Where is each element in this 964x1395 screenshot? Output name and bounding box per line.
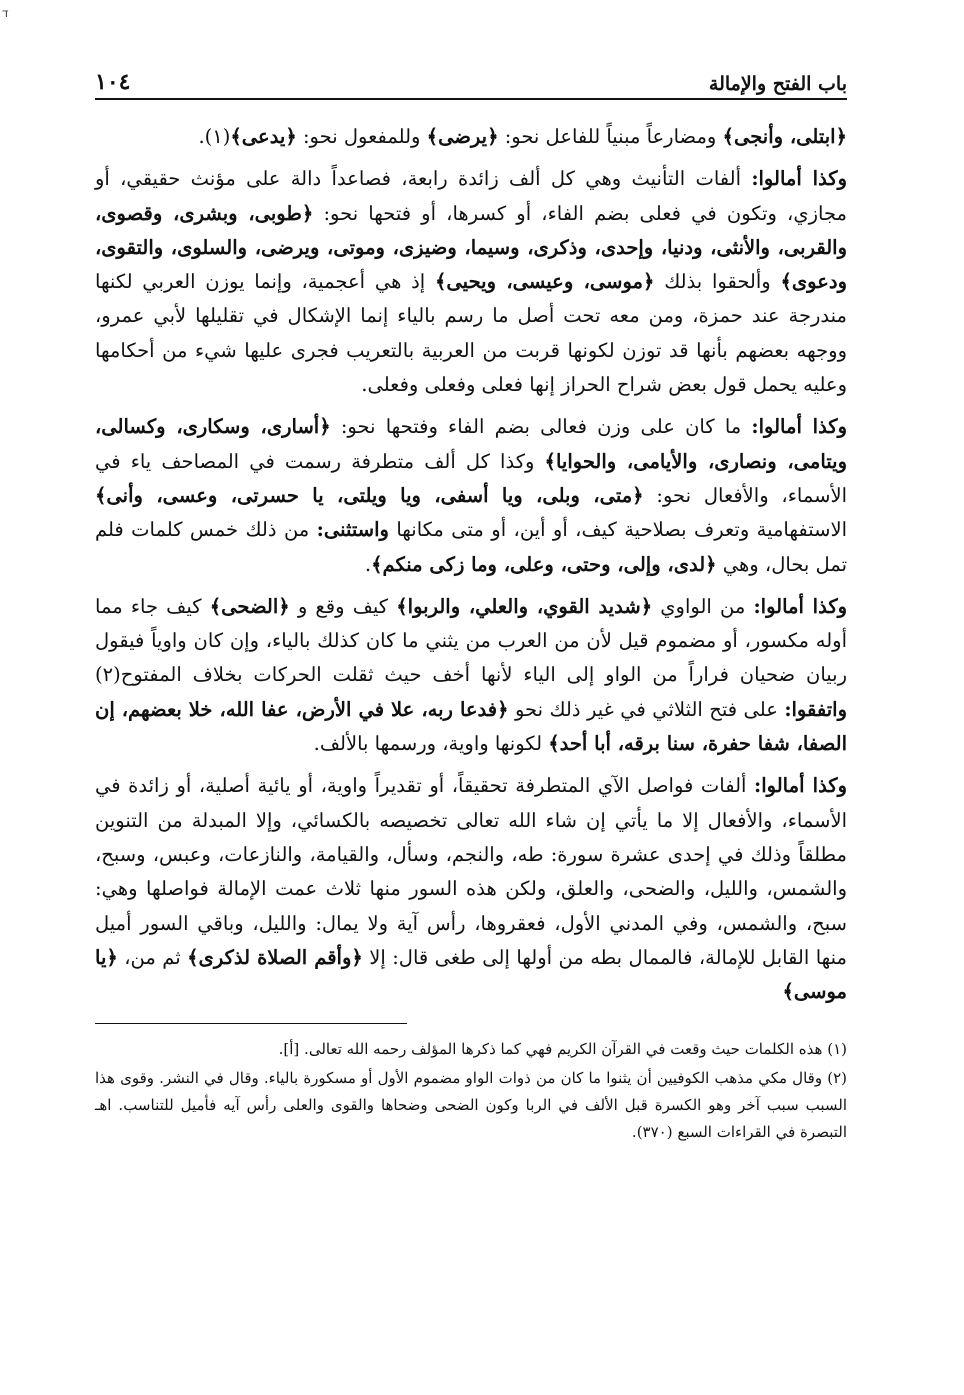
footnote-separator xyxy=(95,1023,407,1024)
text-segment: لكونها واوية، ورسمها بالألف. xyxy=(313,732,549,756)
bold-segment: ﴿فدعا ربه، علا في الأرض، عفا الله، خلا بعضهم، إن الصفا، شفا حفرة، سنا برقه، أبا أحد﴾ xyxy=(95,697,847,756)
bold-segment: ﴿الضحى﴾ xyxy=(209,594,290,618)
text-segment: ألفات التأنيث وهي كل ألف زائدة رابعة، فصاعداً دالة على مؤنث حقيقي، أو مجازي، وتكون في فعلى بضم الفاء، أو كسرها، أو فتحها نحو: xyxy=(95,167,847,225)
bold-segment: ﴿يدعى﴾ xyxy=(230,125,297,148)
text-segment: من الواوي xyxy=(652,594,754,618)
text-segment: ألفات فواصل الآي المتطرفة تحقيقاً، أو تقديراً واوية، أو يائية أصلية، أو زائدة في الأسماء، والأفعال إلا ما يأتي إن شاء الله تعالى تخصيصه بالكسائي، وإلا المبدلة من التنوين مطلقاً وذلك في إحدى عشرة سورة: طه، والنجم، وسأل، والقيامة، والنازعات، وعبس، وسبح، والشمس، والليل، والضحى، والعلق، ولكن هذه السور منها ثلاث عمت الإمالة فواصلها وهي: سبح، والشمس، وفي المدني الأول، فعقروها، رأس آية ولا يمال: والليل، وباقي السور أميل منها القابل للإمالة، فالممال بطه من أولها إلى طغى قال: إلا xyxy=(95,774,847,969)
text-segment: كيف وقع و xyxy=(289,594,397,618)
paragraph xyxy=(95,590,847,761)
bold-segment: ﴿أسارى، وسكارى، وكسالى، ويتامى، ونصارى، والأيامى، والحوايا﴾ xyxy=(95,415,847,473)
bold-segment: وكذا أمالوا: xyxy=(751,167,848,191)
text-segment: وكذا كل ألف متطرفة رسمت في المصاحف ياء في الأسماء، والأفعال نحو: xyxy=(95,449,847,507)
bold-segment: ﴿ابتلى، وأنجى﴾ xyxy=(722,125,847,148)
text-segment: من ذلك خمس كلمات فلم تمل بحال، وهي xyxy=(95,518,847,576)
text-segment: ومضارعاً مبنياً للفاعل نحو: xyxy=(498,125,723,148)
scan-corner-mark: ד xyxy=(2,6,9,20)
bold-segment: وكذا أمالوا: xyxy=(754,774,848,798)
page-header xyxy=(95,62,847,100)
bold-segment: وكذا أمالوا: xyxy=(751,415,848,439)
footnote: (١) هذه الكلمات حيث وقعت في القرآن الكريم فهي كما ذكرها المؤلف رحمه الله تعالى. [أ]. xyxy=(278,1040,847,1059)
paragraph xyxy=(95,162,847,402)
text-segment: ما كان على وزن فعالى بضم الفاء وفتحها نحو: xyxy=(330,415,752,439)
page-number: ١٠٤ xyxy=(95,69,131,95)
text-segment: الاستفهامية وتعرف بصلاحية كيف، أو أين، أو متى مكانها xyxy=(388,518,847,542)
bold-segment: ﴿يا موسى﴾ xyxy=(95,945,847,1004)
bold-segment: واتفقوا: xyxy=(784,697,847,721)
text-segment: وألحقوا بذلك xyxy=(654,270,781,294)
chapter-title: باب الفتح والإمالة xyxy=(708,73,847,95)
bold-segment: ﴿موسى، وعيسى، ويحيى﴾ xyxy=(435,270,655,294)
bold-segment: ﴿وأقم الصلاة لذكرى﴾ xyxy=(187,945,363,969)
bold-segment: ﴿شديد القوي، والعلي، والربوا﴾ xyxy=(396,594,653,618)
bold-segment: واستثنى: xyxy=(316,518,389,542)
paragraph xyxy=(95,769,847,1009)
bold-segment: ﴿طوبى، وبشرى، وقصوى، والقربى، والأنثى، ودنيا، وإحدى، وذكرى، وسيما، وضيزى، وموتى، ويرضى، والسلوى، والتقوى، ودعوى﴾ xyxy=(95,201,847,294)
text-segment: وللمفعول نحو: xyxy=(296,125,427,148)
bold-segment: ﴿لدى، وإلى، وحتى، وعلى، وما زكى منكم﴾ xyxy=(371,552,717,576)
text-segment: إذ هي أعجمية، وإنما يوزن العربي لكنها مندرجة عند حمزة، ومن معه تحت أصل ما رسم بالياء إنما الإشكال في تقليلها لأبي عمرو، ووجهه بعضهم بأنها قد توزن لكونها قربت من العربية بالتعريب فجرى عليها شيء من أحكامها وعليه يحمل قول بعض شراح الحراز إنها فعلى وفعلى وفعلى. xyxy=(95,270,847,397)
footnotes xyxy=(95,1036,847,1146)
bold-segment: وكذا أمالوا: xyxy=(753,594,848,618)
text-segment: (١). xyxy=(198,125,231,148)
text-segment: كيف جاء مما أوله مكسور، أو مضموم قيل لأن من العرب من يثني ما كان كذلك بالياء، وإن كان واوياً فيقول ربيان ضحيان فراراً من الواو إلى الياء لأنها أخف حيث ثقلت الحركات بخلاف المفتوح(٢) xyxy=(95,594,847,687)
bold-segment: ﴿يرضى﴾ xyxy=(426,125,499,148)
text-segment: على فتح الثلاثي في غير ذلك نحو xyxy=(508,697,785,721)
paragraph xyxy=(95,120,847,154)
text-segment: . xyxy=(364,552,372,576)
body-text xyxy=(95,120,847,1009)
book-page xyxy=(95,62,847,1148)
footnote: (٢) وقال مكي مذهب الكوفيين أن يثنوا ما كان من ذوات الواو مضموم الأول أو مسكورة بالياء. وقال في النشر. وقوى هذا السبب سبب آخر وهو الكسرة قبل الألف في الربا وكون الضحى وضحاها والقوى والعلى رأس آيه فأميل للتناسب. اهـ التبصرة في القراءات السبع (٣٧٠). xyxy=(95,1069,847,1142)
text-segment: ثم من، xyxy=(117,945,188,969)
bold-segment: ﴿متى، وبلى، ويا أسفى، ويا ويلتى، يا حسرتى، وعسى، وأنى﴾ xyxy=(95,483,644,507)
paragraph xyxy=(95,410,847,581)
